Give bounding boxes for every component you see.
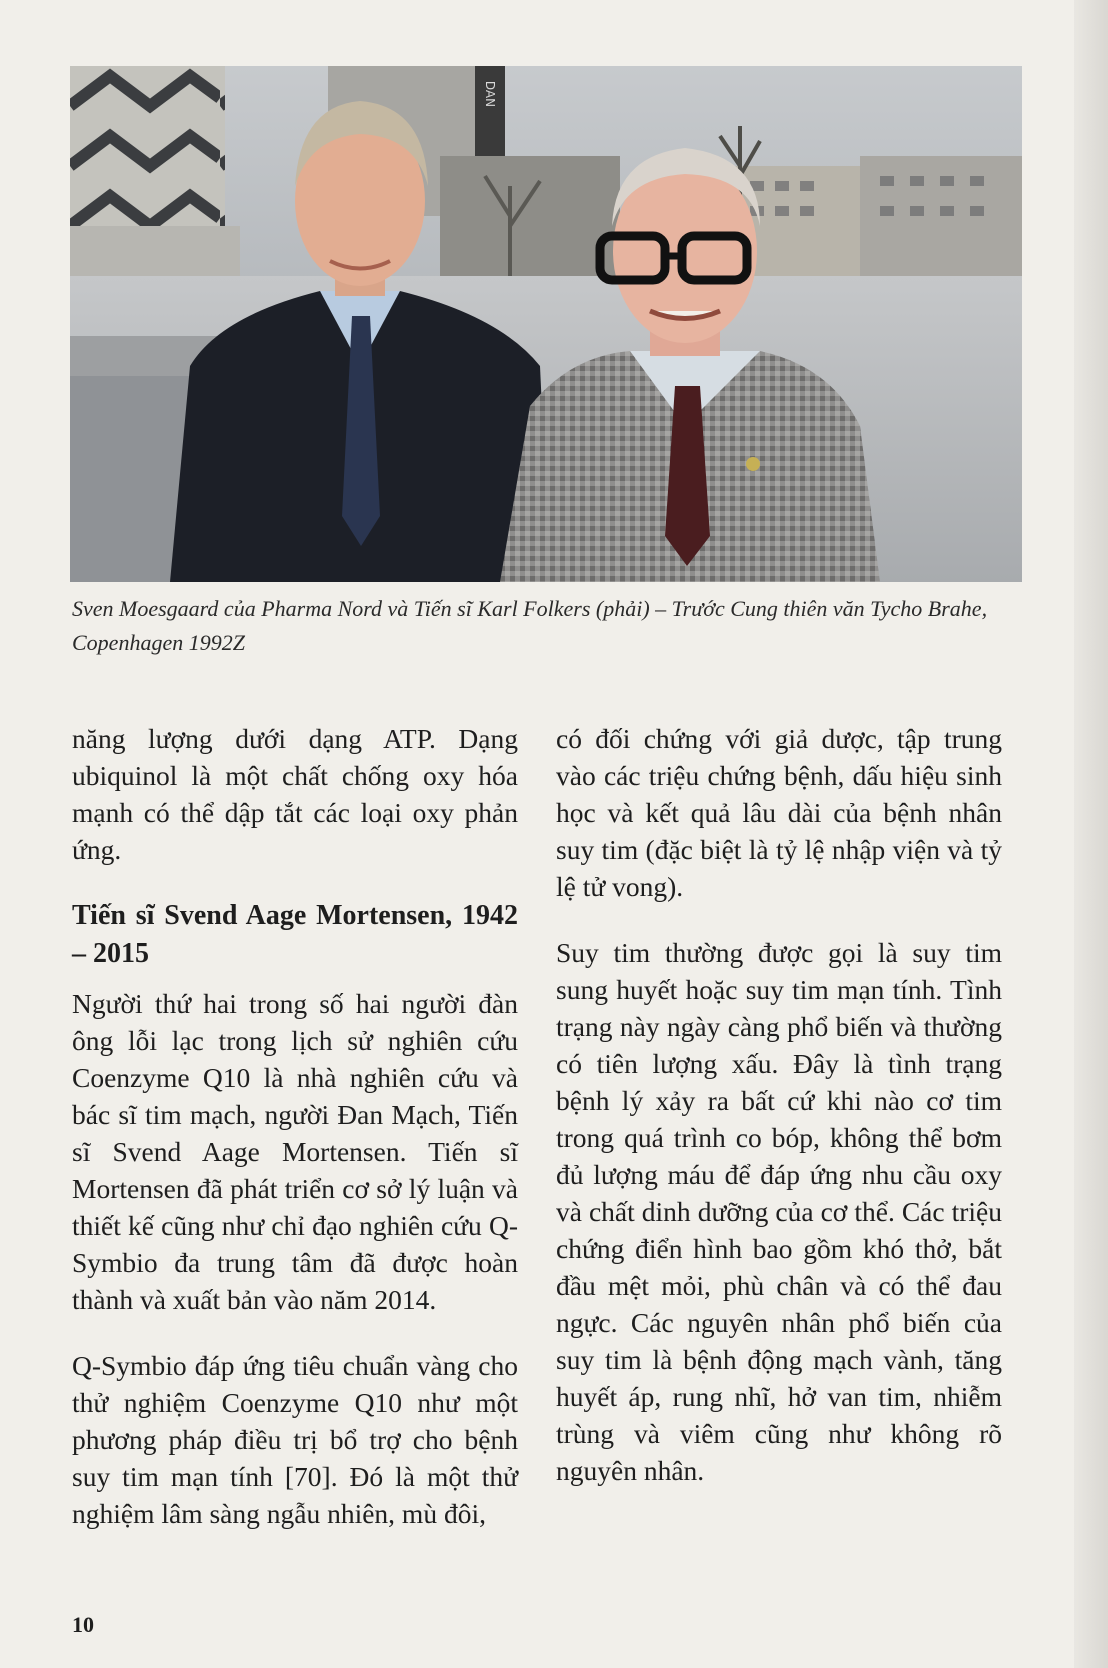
left-intro-paragraph: năng lượng dưới dạng ATP. Dạng ubiquinol là một chất chống oxy hóa mạnh có thể dập tắt các loại oxy phản ứng. <box>72 723 518 865</box>
right-paragraph-1: có đối chứng với giả dược, tập trung vào các triệu chứng bệnh, dấu hiệu sinh học và kết quả lâu dài của bệnh nhân suy tim (đặc biệt là tỷ lệ nhập viện và tỷ lệ tử vong). <box>556 723 1002 902</box>
photo-caption <box>72 592 1032 660</box>
page-number: 10 <box>72 1612 94 1637</box>
tower-sign-text: DAN <box>483 80 497 108</box>
left-column <box>72 720 518 1561</box>
right-paragraph-2: Suy tim thường được gọi là suy tim sung huyết hoặc suy tim mạn tính. Tình trạng này ngày càng phổ biến và thường có tiên lượng xấu. Đây là tình trạng bệnh lý xảy ra bất cứ khi nào cơ tim trong quá trình co bóp, không thể bơm đủ lượng máu để đáp ứng nhu cầu oxy và chất dinh dưỡng của cơ thể. Các triệu chứng điển hình bao gồm khó thở, bắt đầu mệt mỏi, phù chân và có thể đau ngực. Các nguyên nhân phổ biến của suy tim là bệnh động mạch vành, tăng huyết áp, rung nhĩ, hở van tim, nhiễm trùng và viêm cũng như không rõ nguyên nhân. <box>556 937 1002 1486</box>
caption-line-1: Sven Moesgaard của Pharma Nord và Tiến sĩ Karl Folkers (phải) – Trước Cung thiên văn Tycho Brahe, <box>72 596 988 621</box>
section-heading: Tiến sĩ Svend Aage Mortensen, 1942 – 2015 <box>72 900 518 969</box>
caption-line-2: Copenhagen 1992Z <box>72 630 245 655</box>
photo <box>70 66 1022 582</box>
tower-sign <box>475 66 505 156</box>
right-column <box>556 720 1002 1518</box>
page-edge <box>1074 0 1108 1668</box>
left-paragraph-3: Q-Symbio đáp ứng tiêu chuẩn vàng cho thử nghiệm Coenzyme Q10 như một phương pháp điều trị bổ trợ cho bệnh suy tim mạn tính [70]. Đó là một thử nghiệm lâm sàng ngẫu nhiên, mù đôi, <box>72 1350 518 1529</box>
left-paragraph-2: Người thứ hai trong số hai người đàn ông lỗi lạc trong lịch sử nghiên cứu Coenzyme Q10 là nhà nghiên cứu và bác sĩ tim mạch, người Đan Mạch, Tiến sĩ Svend Aage Mortensen. Tiến sĩ Mortensen đã phát triển cơ sở lý luận và thiết kế cũng như chỉ đạo nghiên cứu Q-Symbio đa trung tâm đã được hoàn thành và xuất bản vào năm 2014. <box>72 988 518 1315</box>
planetarium-building <box>70 66 225 236</box>
